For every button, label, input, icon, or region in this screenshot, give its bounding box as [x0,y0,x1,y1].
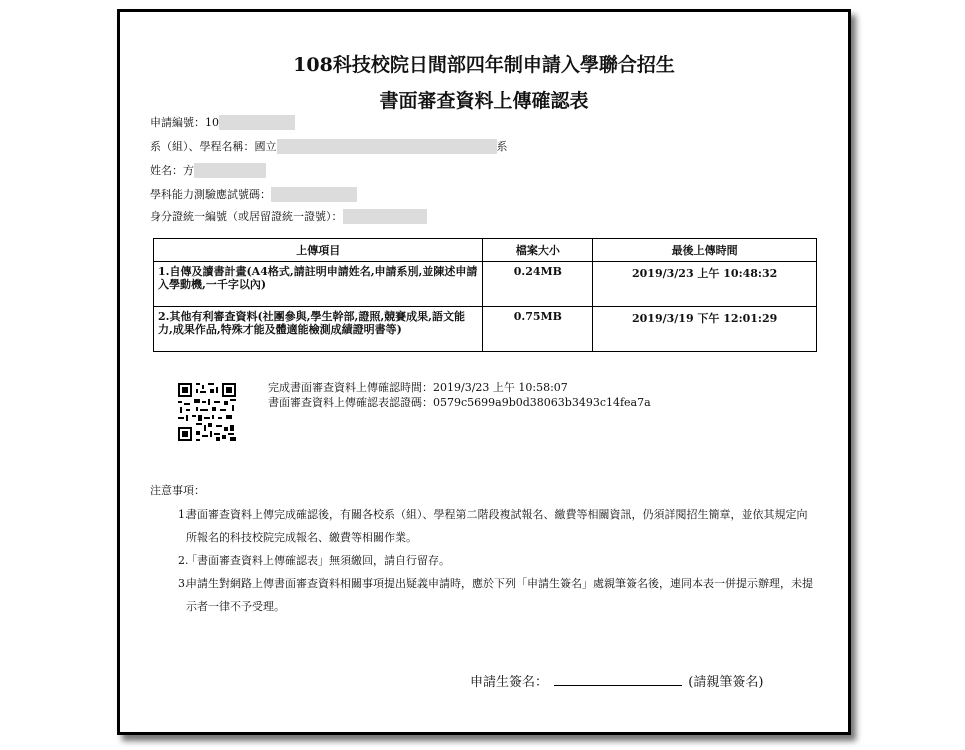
note-number: 2. [178,554,189,567]
upload-item-name: 1.自傳及讀書計畫(A4格式,請註明申請姓名,申請系別,並陳述申請入學動機,一千字以內) [154,262,483,307]
upload-time: 2019/3/19 下午 12:01:29 [593,307,817,352]
confirmation-code-row [268,395,651,410]
column-header-time: 最後上傳時間 [593,239,817,262]
department-value-prefix: 國立 [254,140,277,153]
confirmation-time-label: 完成書面審查資料上傳確認時間： [268,381,433,394]
signature-hint: (請親筆簽名) [688,675,764,690]
qr-code-icon [178,382,236,442]
upload-time: 2019/3/23 上午 10:48:32 [593,262,817,307]
list-item [178,549,818,572]
table-header-row [154,239,817,262]
department-value-suffix: 系 [496,140,508,153]
confirmation-info [268,380,651,410]
list-item [178,572,818,618]
table-row [154,307,817,352]
confirmation-code-label: 書面審查資料上傳確認表認證碼： [268,396,433,409]
redaction-mask [194,163,266,178]
note-number: 3. [178,577,189,590]
form-title: 108科技校院日間部四年制申請入學聯合招生 [293,54,675,76]
confirmation-code-value: 0579c5699a9b0d38063b3493c14fea7a [433,396,651,409]
note-number: 1. [178,508,189,521]
confirmation-time-value: 2019/3/23 上午 10:58:07 [433,381,568,394]
note-text: 書面審查資料上傳完成確認後，有關各校系（組）、學程第二階段複試報名、繳費等相關資訊，仍須詳閱招生簡章，並依其規定向所報名的科技校院完成報名、繳費等相關作業。 [186,508,808,544]
upload-file-size: 0.75MB [483,307,593,352]
id-number-field [150,208,427,224]
note-text: 申請生對網路上傳書面審查資料相關事項提出疑義申請時，應於下列「申請生簽名」處親筆簽名後，連同本表一併提示辦理，未提示者一律不予受理。 [186,577,813,613]
exam-number-label: 學科能力測驗應試號碼： [150,188,271,201]
notes-list [178,503,818,618]
application-number-label: 申請編號： [150,116,205,129]
column-header-size: 檔案大小 [483,239,593,262]
id-number-label: 身分證統一編號（或居留證統一證號）： [150,210,343,223]
confirmation-time-row [268,380,651,395]
redaction-mask [271,187,357,202]
signature-line [554,672,682,686]
redaction-mask [277,139,497,154]
application-number-value: 10 [205,115,219,129]
redaction-mask [219,115,295,130]
name-field [150,162,266,178]
confirmation-form [117,9,851,735]
redaction-mask [343,209,427,224]
table-row [154,262,817,307]
application-number-field [150,114,295,130]
name-label: 姓名： [150,164,183,177]
department-label: 系（組）、學程名稱： [150,140,255,153]
department-field [150,138,508,154]
upload-file-size: 0.24MB [483,262,593,307]
notes-title: 注意事項： [150,484,205,497]
note-text: 「書面審查資料上傳確認表」無須繳回，請自行留存。 [186,554,450,567]
form-subtitle: 書面審查資料上傳確認表 [379,90,589,112]
list-item [178,503,818,549]
exam-number-field [150,186,357,202]
name-value: 方 [183,164,194,177]
column-header-item: 上傳項目 [154,239,483,262]
upload-table [153,238,817,352]
upload-item-name: 2.其他有利審查資料(社團參與,學生幹部,證照,競賽成果,語文能力,成果作品,特殊才能及體適能檢測成績證明書等) [154,307,483,352]
signature-label: 申請生簽名： [470,675,549,690]
signature-area [470,671,763,690]
